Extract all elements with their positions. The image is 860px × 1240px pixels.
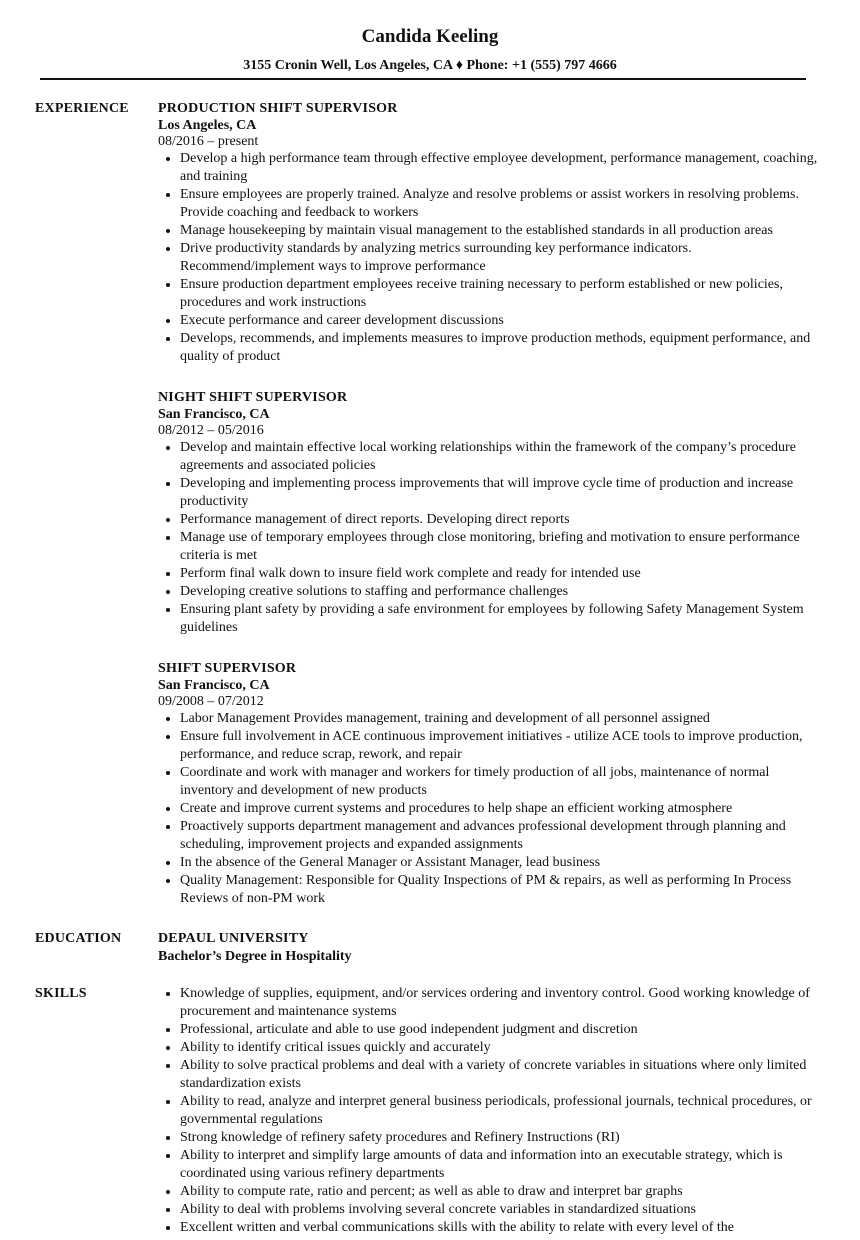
list-item: • Drive productivity standards by analyzing metrics surrounding key performance indicators. Recommend/implement ways to improve performance — [180, 240, 818, 276]
school-name: DEPAUL UNIVERSITY — [158, 931, 309, 946]
list-item: • Labor Management Provides management, training and development of all personnel assigned — [180, 710, 818, 728]
list-item: • Perform final walk down to insure field work complete and ready for intended use — [180, 565, 818, 583]
job-bullets — [158, 150, 818, 366]
education-section — [0, 930, 860, 966]
job-entry — [158, 660, 818, 908]
list-item: • Proactively supports department management and advances professional development through planning and scheduling, improvement projects and expanded assignments — [180, 818, 818, 854]
list-item: • Develop and maintain effective local working relationships within the framework of the company’s procedure agreements and associated policies — [180, 439, 818, 475]
list-item: • Ability to identify critical issues quickly and accurately — [180, 1039, 818, 1057]
list-item: • Develops, recommends, and implements measures to improve production methods, equipment performance, and quality of product — [180, 330, 818, 366]
job-location: San Francisco, CA — [158, 407, 270, 422]
job-location: Los Angeles, CA — [158, 118, 257, 133]
list-item: • Ability to interpret and simplify large amounts of data and information into an executable strategy, which is coordinated using various refinery departments — [180, 1147, 818, 1183]
resume-header — [0, 0, 860, 80]
section-title-education: EDUCATION — [35, 931, 122, 946]
experience-section — [0, 100, 860, 908]
job-bullets — [158, 439, 818, 637]
list-item: • Knowledge of supplies, equipment, and/or services ordering and inventory control. Good working knowledge of procurement and maintenance systems — [180, 985, 818, 1021]
list-item: • Professional, articulate and able to use good independent judgment and discretion — [180, 1021, 818, 1039]
contact-line: 3155 Cronin Well, Los Angeles, CA ♦ Phone: +1 (555) 797 4666 — [243, 58, 617, 73]
job-title: NIGHT SHIFT SUPERVISOR — [158, 390, 348, 405]
list-item: • Execute performance and career development discussions — [180, 312, 818, 330]
job-entry — [158, 100, 818, 366]
section-title-experience: EXPERIENCE — [35, 101, 129, 116]
section-title-skills: SKILLS — [35, 986, 87, 1001]
list-item: • Manage housekeeping by maintain visual management to the established standards in all production areas — [180, 222, 818, 240]
list-item: • Ensure full involvement in ACE continuous improvement initiatives - utilize ACE tools to improve production, performance, and reduce scrap, rework, and repair — [180, 728, 818, 764]
list-item: • Coordinate and work with manager and workers for timely production of all jobs, maintenance of normal inventory and development of new products — [180, 764, 818, 800]
job-title: PRODUCTION SHIFT SUPERVISOR — [158, 101, 398, 116]
experience-list — [158, 100, 818, 908]
skills-list — [158, 985, 818, 1237]
job-dates: 08/2012 – 05/2016 — [158, 423, 264, 438]
candidate-name: Candida Keeling — [361, 26, 499, 47]
list-item: • Create and improve current systems and procedures to help shape an efficient working atmosphere — [180, 800, 818, 818]
list-item: • Manage use of temporary employees through close monitoring, briefing and motivation to ensure performance criteria is met — [180, 529, 818, 565]
job-title: SHIFT SUPERVISOR — [158, 661, 297, 676]
list-item: • Ability to deal with problems involving several concrete variables in standardized situations — [180, 1201, 818, 1219]
list-item: • Ability to compute rate, ratio and percent; as well as able to draw and interpret bar graphs — [180, 1183, 818, 1201]
list-item: • Developing and implementing process improvements that will improve cycle time of production and increase productivity — [180, 475, 818, 511]
job-entry — [158, 389, 818, 637]
list-item: • Performance management of direct reports. Developing direct reports — [180, 511, 818, 529]
list-item: • Strong knowledge of refinery safety procedures and Refinery Instructions (RI) — [180, 1129, 818, 1147]
list-item: • Ability to solve practical problems and deal with a variety of concrete variables in situations where only limited standardization exists — [180, 1057, 818, 1093]
list-item: • Developing creative solutions to staffing and performance challenges — [180, 583, 818, 601]
job-bullets — [158, 710, 818, 908]
list-item: • Excellent written and verbal communications skills with the ability to relate with every level of the — [180, 1219, 818, 1237]
job-dates: 08/2016 – present — [158, 134, 259, 149]
list-item: • In the absence of the General Manager or Assistant Manager, lead business — [180, 854, 818, 872]
list-item: • Ensure production department employees receive training necessary to perform established or new policies, procedures and work instructions — [180, 276, 818, 312]
list-item: • Ensure employees are properly trained. Analyze and resolve problems or assist workers in resolving problems. Provide coaching and feedback to workers — [180, 186, 818, 222]
job-dates: 09/2008 – 07/2012 — [158, 694, 264, 709]
list-item: • Quality Management: Responsible for Quality Inspections of PM & repairs, as well as performing In Process Reviews of non-PM work — [180, 872, 818, 908]
job-location: San Francisco, CA — [158, 678, 270, 693]
header-divider — [40, 78, 806, 80]
list-item: • Ensuring plant safety by providing a safe environment for employees by following Safety Management System guidelines — [180, 601, 818, 637]
list-item: • Ability to read, analyze and interpret general business periodicals, professional journals, technical procedures, or governmental regulations — [180, 1093, 818, 1129]
skills-section — [0, 985, 860, 1237]
list-item: • Develop a high performance team through effective employee development, performance management, coaching, and training — [180, 150, 818, 186]
degree: Bachelor’s Degree in Hospitality — [158, 949, 352, 964]
